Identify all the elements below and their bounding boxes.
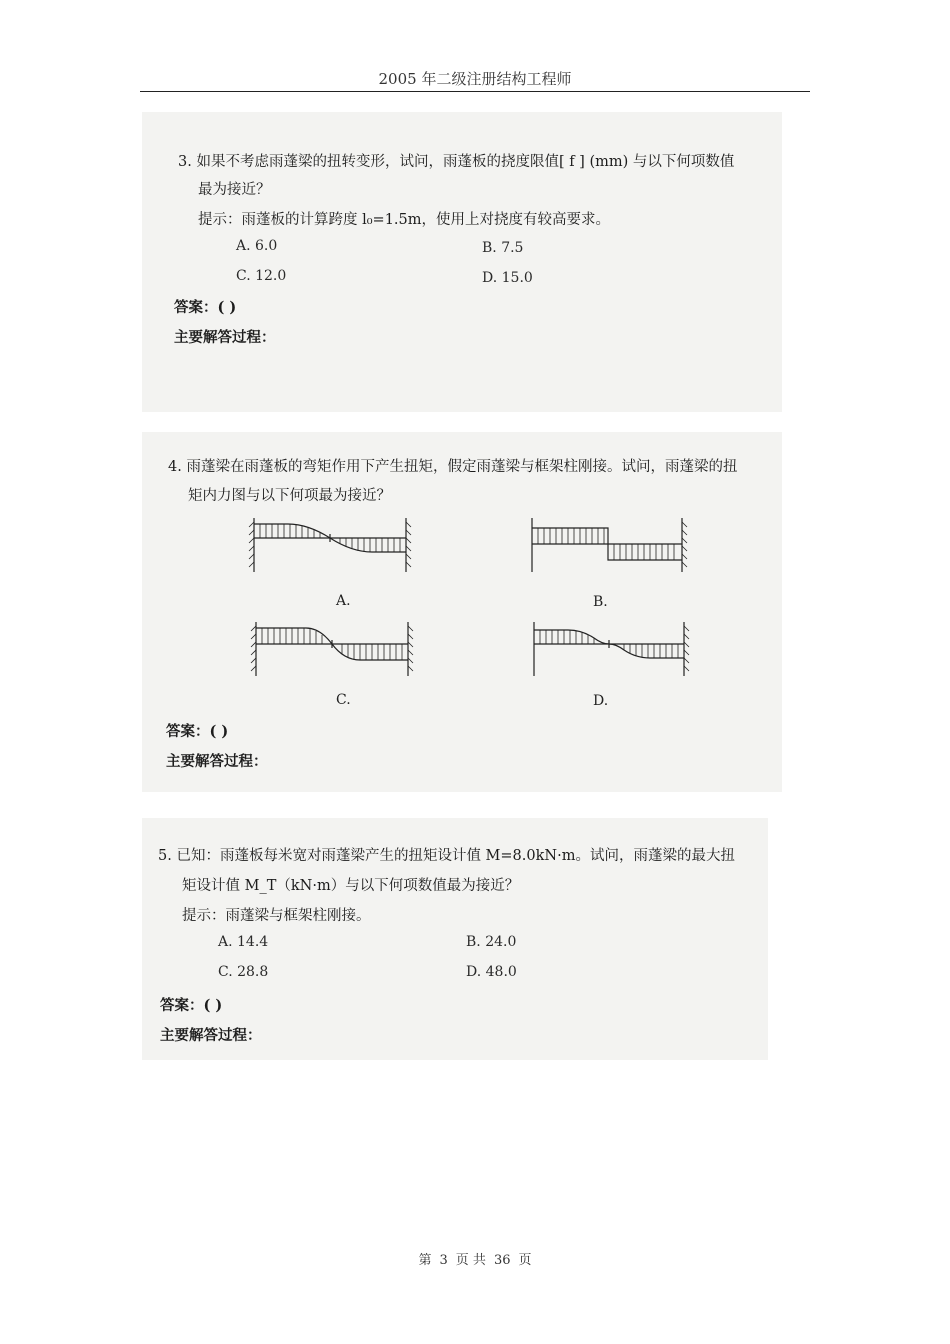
q3-option-c: C. 12.0 bbox=[236, 268, 287, 284]
q5-stem-line1: 5. 已知：雨蓬板每米宽对雨蓬梁产生的扭矩设计值 M=8.0kN·m。试问，雨蓬梁的最大扭 bbox=[158, 848, 735, 864]
header-title: 2005 年二级注册结构工程师 bbox=[378, 70, 572, 88]
q4-stem-line2: 矩内力图与以下何项最为接近？ bbox=[188, 488, 391, 504]
q3-option-a: A. 6.0 bbox=[236, 238, 278, 254]
figure-label-d: D. bbox=[593, 693, 609, 709]
q5-option-d: D. 48.0 bbox=[466, 964, 517, 980]
footer-prefix: 第 bbox=[418, 1253, 432, 1268]
footer-page-number: 3 bbox=[439, 1253, 448, 1268]
footer-suffix: 页 bbox=[518, 1253, 532, 1268]
figure-label-c: C. bbox=[336, 692, 351, 708]
footer-total-pages: 36 bbox=[493, 1253, 511, 1268]
footer-mid: 页 共 bbox=[455, 1253, 486, 1268]
q3-stem-line2: 最为接近？ bbox=[198, 182, 271, 198]
q3-answer: 答案：( ) bbox=[174, 299, 237, 316]
torque-diagram-c bbox=[250, 618, 418, 680]
q5-answer: 答案：( ) bbox=[160, 997, 223, 1014]
q5-option-b: B. 24.0 bbox=[466, 934, 517, 950]
q5-option-a: A. 14.4 bbox=[218, 934, 269, 950]
q3-option-d: D. 15.0 bbox=[482, 270, 533, 286]
torque-diagram-b bbox=[522, 514, 694, 576]
q3-process-label: 主要解答过程： bbox=[174, 329, 276, 346]
torque-diagram-d bbox=[524, 618, 694, 680]
page-footer bbox=[0, 1249, 950, 1268]
q4-process-label: 主要解答过程： bbox=[166, 753, 268, 770]
q3-stem-line1: 3. 如果不考虑雨蓬梁的扭转变形，试问，雨蓬板的挠度限值[ f ] (mm) 与以下何项数值 bbox=[178, 154, 735, 170]
q5-process-label: 主要解答过程： bbox=[160, 1027, 262, 1044]
q5-stem-line2: 矩设计值 M_T（kN·m）与以下何项数值最为接近？ bbox=[182, 878, 520, 894]
q4-answer: 答案：( ) bbox=[166, 723, 229, 740]
q5-hint: 提示：雨蓬梁与框架柱刚接。 bbox=[182, 908, 371, 924]
q3-option-b: B. 7.5 bbox=[482, 240, 524, 256]
header-rule bbox=[140, 91, 810, 92]
q4-stem-line1: 4. 雨蓬梁在雨蓬板的弯矩作用下产生扭矩，假定雨蓬梁与框架柱刚接。试问，雨蓬梁的扭 bbox=[168, 459, 738, 475]
q5-option-c: C. 28.8 bbox=[218, 964, 269, 980]
q3-hint: 提示：雨蓬板的计算跨度 l₀=1.5m，使用上对挠度有较高要求。 bbox=[198, 212, 611, 228]
figure-label-a: A. bbox=[336, 593, 351, 609]
torque-diagram-a bbox=[248, 514, 416, 576]
figure-label-b: B. bbox=[593, 594, 608, 610]
